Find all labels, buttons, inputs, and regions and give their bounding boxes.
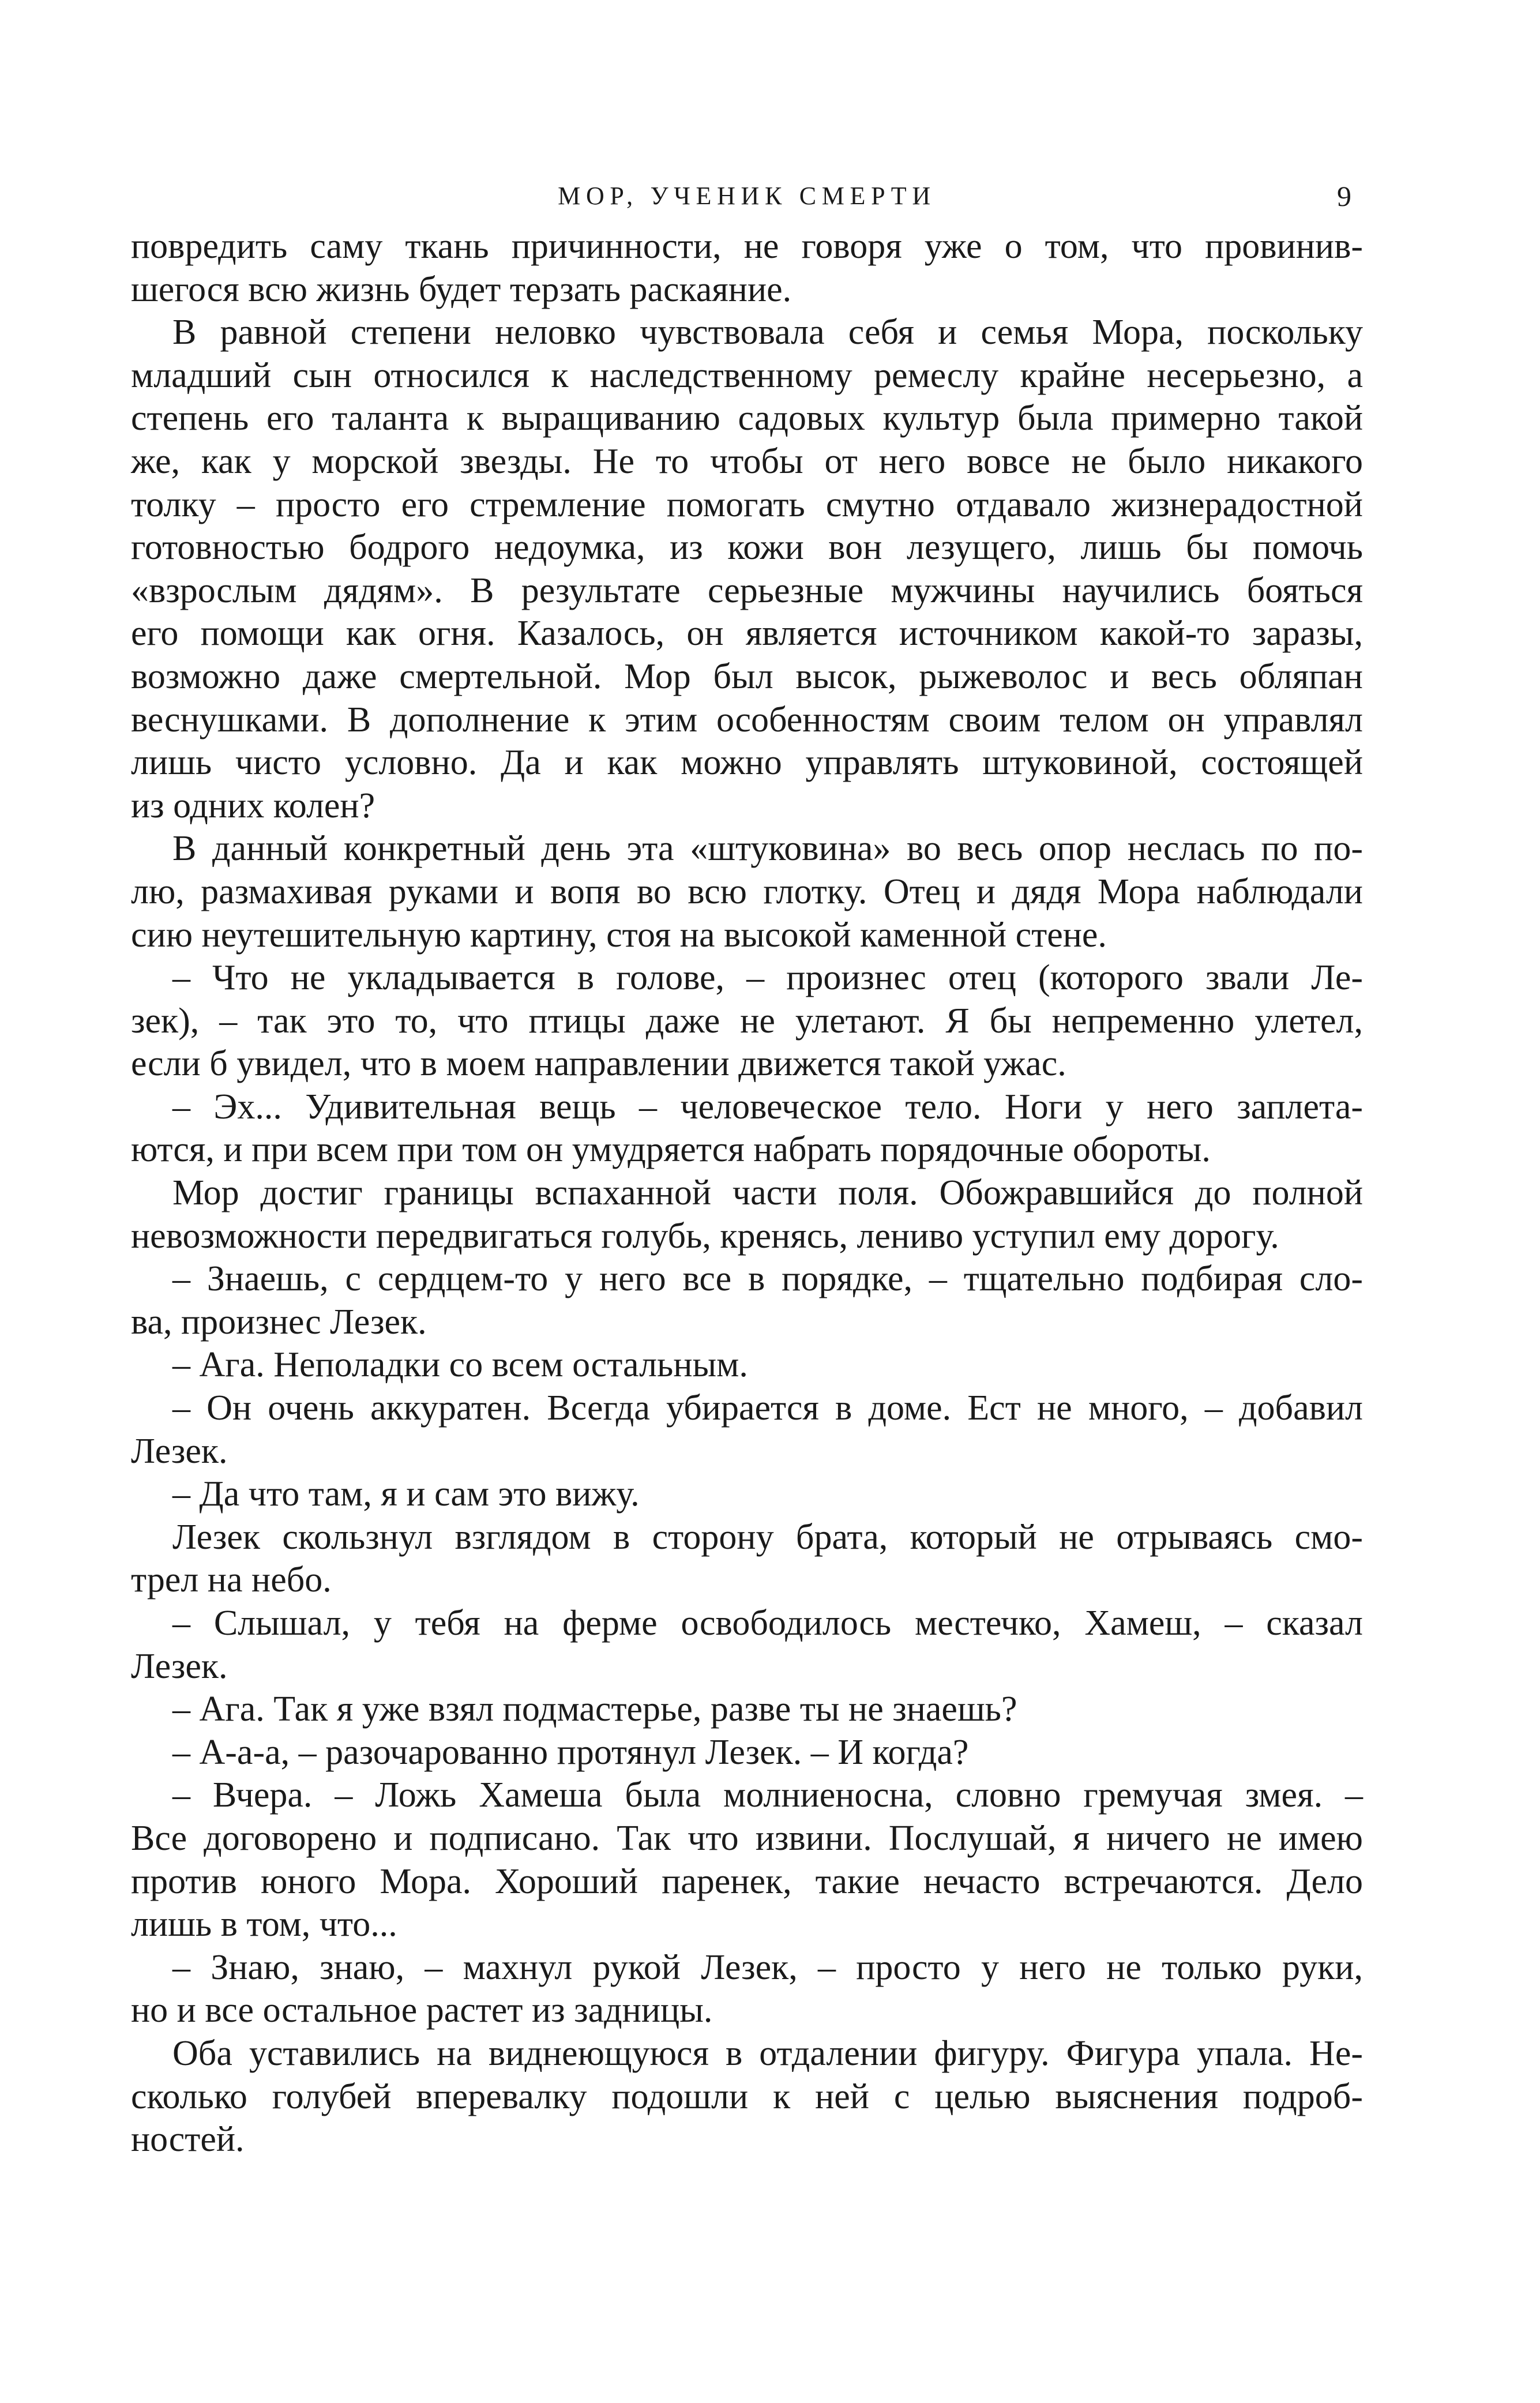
text-line-content: – Знаешь, с сердцем-то у него все в порядке, – тщательно подбирая сло- [172, 1259, 1363, 1299]
text-line [131, 1086, 1363, 1129]
paragraph [131, 1387, 1363, 1473]
text-line [131, 354, 1363, 397]
text-line [131, 1903, 1363, 1946]
running-head [131, 176, 1363, 216]
text-line-content: – Что не укладывается в голове, – произнес отец (которого звали Ле- [172, 958, 1363, 998]
text-line [131, 2075, 1363, 2119]
text-line-content: если б увидел, что в моем направлении движется такой ужас. [131, 1044, 1066, 1084]
text-line-content: – Да что там, я и сам это вижу. [172, 1474, 640, 1514]
text-line-content: Оба уставились на виднеющуюся в отдалении фигуру. Фигура упала. Не- [172, 2033, 1363, 2073]
text-line [131, 1989, 1363, 2032]
text-line [131, 1946, 1363, 1989]
text-line [131, 311, 1363, 354]
text-line-content: трел на небо. [131, 1560, 332, 1600]
text-line-content: но и все остальное растет из задницы. [131, 1991, 713, 2030]
text-line-content: «взрослым дядям». В результате серьезные мужчины научились бояться [131, 570, 1363, 610]
text-line-content: – Эх... Удивительная вещь – человеческое тело. Ноги у него заплета- [172, 1087, 1363, 1127]
text-line [131, 1731, 1363, 1774]
text-line [131, 741, 1363, 784]
text-line [131, 612, 1363, 655]
text-line [131, 827, 1363, 870]
text-line [131, 1042, 1363, 1086]
text-line [131, 1860, 1363, 1903]
text-line [131, 655, 1363, 699]
body-text [131, 225, 1363, 2161]
text-line [131, 1516, 1363, 1559]
paragraph [131, 1946, 1363, 2032]
text-line-content: же, как у морской звезды. Не то чтобы от него вовсе не было никакого [131, 441, 1363, 481]
text-line-content: Мор достиг границы вспаханной части поля. Обожравшийся до полной [172, 1173, 1363, 1213]
text-line-content: лишь в том, что... [131, 1905, 397, 1944]
paragraph [131, 1688, 1363, 1731]
paragraph [131, 1257, 1363, 1343]
text-line-content: веснушками. В дополнение к этим особенностям своим телом он управлял [131, 700, 1363, 739]
text-line [131, 1430, 1363, 1473]
text-line-content: его помощи как огня. Казалось, он является источником какой-то заразы, [131, 614, 1363, 654]
text-line-content: шегося всю жизнь будет терзать раскаяние. [131, 269, 792, 309]
text-line-content: из одних колен? [131, 786, 375, 825]
text-line [131, 1257, 1363, 1301]
text-line-content: лю, размахивая руками и вопя во всю глотку. Отец и дядя Мора наблюдали [131, 872, 1363, 911]
text-line [131, 956, 1363, 1000]
text-line [131, 1000, 1363, 1043]
paragraph [131, 827, 1363, 956]
text-line-content: В данный конкретный день эта «штуковина» во весь опор неслась по по- [172, 829, 1363, 869]
text-line-content: ностей. [131, 2120, 245, 2160]
text-line [131, 569, 1363, 613]
text-line [131, 526, 1363, 569]
paragraph [131, 1343, 1363, 1387]
text-line [131, 2032, 1363, 2075]
text-line-content: – Он очень аккуратен. Всегда убирается в доме. Ест не много, – добавил [172, 1388, 1363, 1428]
text-line [131, 1559, 1363, 1602]
text-line-content: младший сын относился к наследственному ремеслу крайне несерьезно, а [131, 355, 1363, 395]
text-line-content: толку – просто его стремление помогать смутно отдавало жизнерадостной [131, 485, 1363, 524]
paragraph [131, 2032, 1363, 2161]
text-line-content: готовностью бодрого недоумка, из кожи вон лезущего, лишь бы помочь [131, 528, 1363, 568]
text-line [131, 397, 1363, 440]
text-line-content: сколько голубей вперевалку подошли к ней с целью выяснения подроб- [131, 2077, 1363, 2116]
text-line-content: – Знаю, знаю, – махнул рукой Лезек, – просто у него не только руки, [172, 1947, 1363, 1987]
paragraph [131, 225, 1363, 311]
text-line [131, 440, 1363, 483]
text-line-content: против юного Мора. Хороший паренек, такие нечасто встречаются. Дело [131, 1861, 1363, 1901]
text-line [131, 225, 1363, 268]
text-line [131, 1645, 1363, 1688]
paragraph [131, 1602, 1363, 1688]
text-line [131, 699, 1363, 742]
text-line [131, 1688, 1363, 1731]
text-line [131, 1128, 1363, 1172]
text-line-content: повредить саму ткань причинности, не говоря уже о том, что провинив- [131, 227, 1363, 266]
text-line-content: Лезек. [131, 1431, 228, 1471]
text-line-content: – Слышал, у тебя на ферме освободилось местечко, Хамеш, – сказал [172, 1604, 1363, 1643]
paragraph [131, 1172, 1363, 1257]
text-line-content: степень его таланта к выращиванию садовых культур была примерно такой [131, 399, 1363, 438]
text-line [131, 1387, 1363, 1430]
page-number: 9 [1337, 180, 1351, 212]
paragraph [131, 956, 1363, 1086]
text-line [131, 914, 1363, 957]
text-line [131, 784, 1363, 828]
text-line-content: – Ага. Так я уже взял подмастерье, разве ты не знаешь? [172, 1689, 1017, 1729]
text-line-content: возможно даже смертельной. Мор был высок, рыжеволос и весь обляпан [131, 656, 1363, 696]
text-line [131, 1473, 1363, 1516]
text-line-content: – Ага. Неполадки со всем остальным. [172, 1345, 748, 1385]
paragraph [131, 1516, 1363, 1602]
paragraph [131, 1731, 1363, 1774]
text-line-content: Лезек скользнул взглядом в сторону брата, который не отрываясь смо- [172, 1517, 1363, 1557]
text-line [131, 870, 1363, 914]
text-line-content: ются, и при всем при том он умудряется набрать порядочные обороты. [131, 1130, 1211, 1170]
text-line-content: невозможности передвигаться голубь, кренясь, лениво уступил ему дорогу. [131, 1216, 1279, 1256]
text-line-content: лишь чисто условно. Да и как можно управлять штуковиной, состоящей [131, 743, 1363, 783]
text-line-content: зек), – так это то, что птицы даже не улетают. Я бы непременно улетел, [131, 1001, 1363, 1041]
text-line [131, 1817, 1363, 1860]
text-line [131, 1343, 1363, 1387]
text-line [131, 1172, 1363, 1215]
text-line-content: ва, произнес Лезек. [131, 1302, 427, 1342]
text-line [131, 2118, 1363, 2161]
text-line [131, 1602, 1363, 1645]
text-line [131, 483, 1363, 527]
text-line-content: – Вчера. – Ложь Хамеша была молниеносна, словно гремучая змея. – [172, 1775, 1363, 1815]
paragraph [131, 311, 1363, 827]
text-line [131, 268, 1363, 311]
text-line-content: Лезек. [131, 1646, 228, 1686]
text-line-content: сию неутешительную картину, стоя на высокой каменной стене. [131, 915, 1107, 955]
text-line [131, 1774, 1363, 1817]
running-title: МОР, УЧЕНИК СМЕРТИ [558, 182, 936, 210]
text-line-content: Все договорено и подписано. Так что извини. Послушай, я ничего не имею [131, 1818, 1363, 1858]
paragraph [131, 1473, 1363, 1516]
paragraph [131, 1086, 1363, 1172]
text-line [131, 1301, 1363, 1344]
text-line-content: – А-а-а, – разочарованно протянул Лезек. – И когда? [172, 1732, 969, 1772]
text-line [131, 1215, 1363, 1258]
paragraph [131, 1774, 1363, 1946]
text-line-content: В равной степени неловко чувствовала себя и семья Мора, поскольку [172, 313, 1363, 352]
